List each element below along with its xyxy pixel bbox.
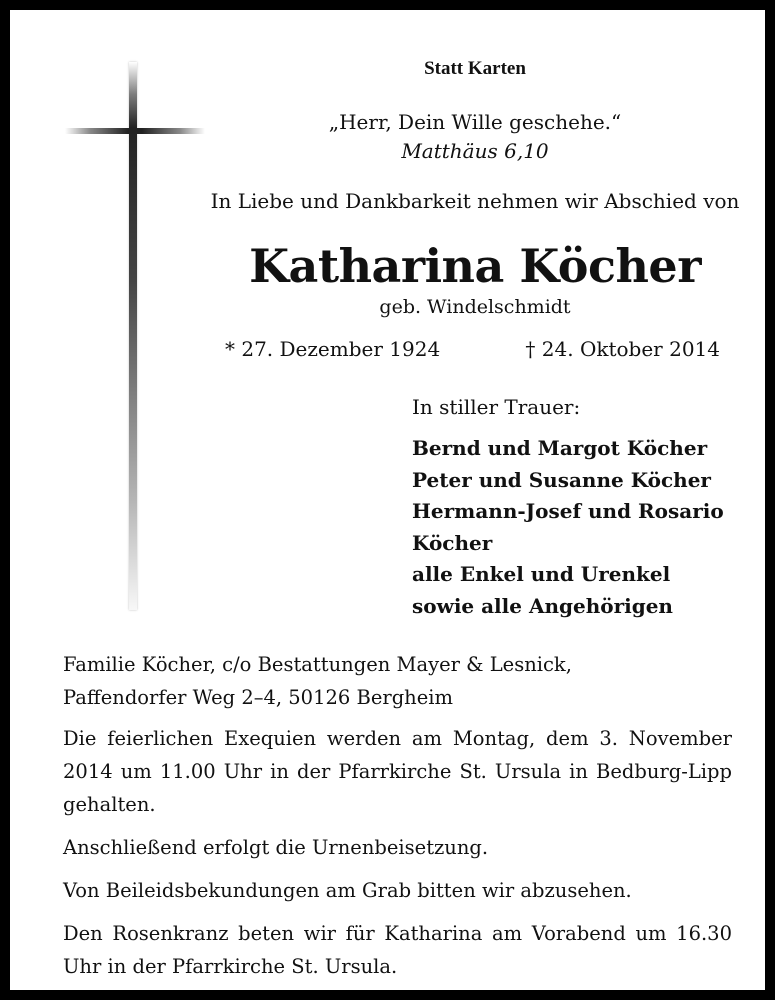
quote-source: Matthäus 6,10 — [401, 139, 549, 163]
exequien-paragraph: Die feierlichen Exequien werden am Montag, dem 3. November 2014 um 11.00 Uhr in der Pfarrkirche St. Ursula in Bedburg-Lipp gehalten. — [63, 727, 732, 816]
contact-address — [63, 648, 732, 714]
death-date: † 24. Oktober 2014 — [525, 337, 720, 361]
header-statt-karten: Statt Karten — [424, 58, 526, 79]
condolence-paragraph: Von Beileidsbekundungen am Grab bitten wir abzusehen. — [63, 879, 632, 902]
urn-burial-paragraph: Anschließend erfolgt die Urnenbeisetzung. — [63, 836, 489, 859]
mourner-list — [412, 433, 732, 622]
mourner-line: alle Enkel und Urenkel — [412, 562, 671, 586]
address-line: Paffendorfer Weg 2–4, 50126 Bergheim — [63, 686, 454, 709]
cross-vertical-beam — [129, 62, 137, 610]
mourner-line: Köcher — [412, 530, 493, 555]
maiden-name: geb. Windelschmidt — [379, 296, 571, 318]
mourner-line: Hermann-Josef und Rosario — [412, 499, 724, 523]
mourner-line: Peter und Susanne Köcher — [412, 467, 711, 492]
life-dates — [225, 337, 720, 361]
mourner-line: Bernd und Margot Köcher — [412, 436, 708, 460]
mourner-line: sowie alle Angehörigen — [412, 593, 673, 618]
deceased-name: Katharina Köcher — [249, 239, 701, 293]
service-details — [63, 648, 732, 993]
latin-cross-icon — [65, 62, 205, 610]
rosary-paragraph: Den Rosenkranz beten wir für Katharina am Vorabend um 16.30 Uhr in der Pfarrkirche St. Ursula. — [63, 922, 732, 978]
birth-date: * 27. Dezember 1924 — [225, 337, 441, 361]
bible-quote: „Herr, Dein Wille geschehe.“ — [328, 110, 622, 134]
mourners-block — [412, 395, 732, 622]
mourning-label: In stiller Trauer: — [412, 395, 581, 419]
address-line: Familie Köcher, c/o Bestattungen Mayer & Lesnick, — [63, 653, 572, 676]
cross-horizontal-beam — [65, 128, 205, 134]
intro-text: In Liebe und Dankbarkeit nehmen wir Abschied von — [210, 189, 740, 213]
